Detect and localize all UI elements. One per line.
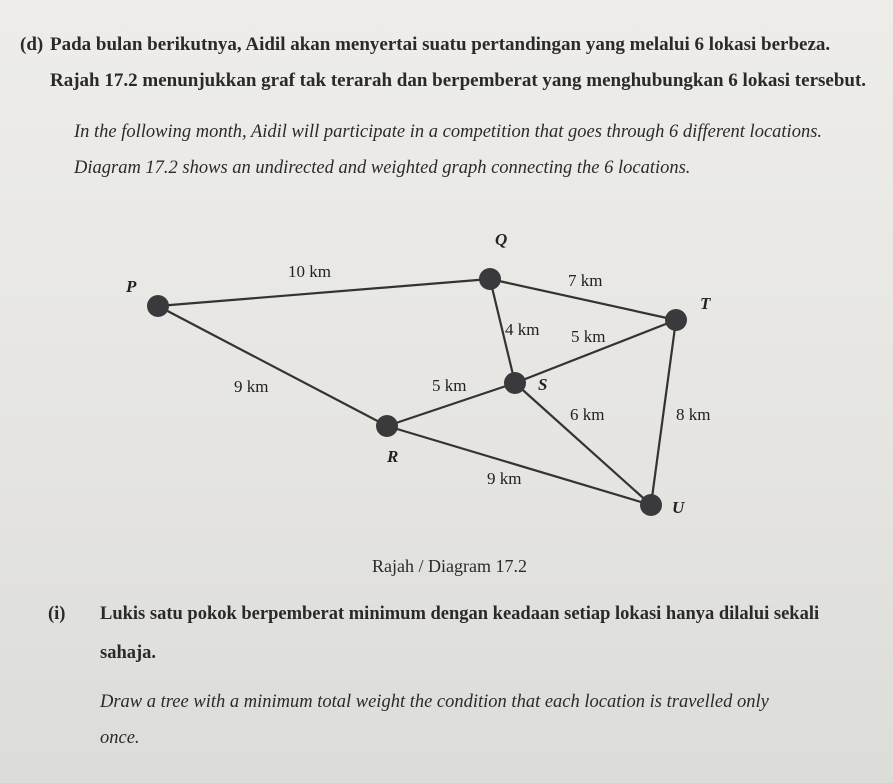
weight-label-R-U: 9 km: [487, 469, 522, 488]
diagram-caption: Rajah / Diagram 17.2: [372, 556, 527, 576]
vertex-label-Q: Q: [495, 230, 508, 249]
edge-P-R: [158, 306, 387, 426]
weight-label-P-R: 9 km: [234, 377, 269, 396]
edge-P-Q: [158, 279, 490, 306]
weight-label-R-S: 5 km: [432, 376, 467, 395]
question-ms-line-1: Lukis satu pokok berpemberat minimum dengan keadaan setiap lokasi hanya dilalui sekali: [100, 604, 820, 624]
vertex-S: [504, 372, 526, 394]
vertex-R: [376, 415, 398, 437]
weight-label-Q-T: 7 km: [568, 271, 603, 290]
vertex-label-U: U: [672, 498, 685, 517]
vertex-label-T: T: [700, 294, 711, 313]
vertex-label-P: P: [126, 277, 137, 296]
weight-label-Q-S: 4 km: [505, 320, 540, 339]
question-en-line-1: Draw a tree with a minimum total weight the condition that each location is travelled only: [100, 692, 769, 712]
intro-ms-line-2: Rajah 17.2 menunjukkan graf tak terarah dan berpemberat yang menghubungkan 6 lokasi tersebut.: [50, 70, 867, 91]
vertex-label-S: S: [538, 375, 548, 394]
weight-label-P-Q: 10 km: [288, 262, 331, 281]
edge-R-U: [387, 426, 651, 505]
question-ms-line-2: sahaja.: [100, 643, 157, 663]
edge-S-U: [515, 383, 651, 505]
intro-en-line-2: Diagram 17.2 shows an undirected and weighted graph connecting the 6 locations.: [74, 158, 691, 178]
part-label: (d): [20, 34, 44, 55]
weight-label-S-T: 5 km: [571, 327, 606, 346]
weight-label-T-U: 8 km: [676, 405, 711, 424]
vertex-Q: [479, 268, 501, 290]
edge-T-U: [651, 320, 676, 505]
weight-label-S-U: 6 km: [570, 405, 605, 424]
vertex-label-R: R: [387, 447, 399, 466]
question-label: (i): [48, 604, 66, 624]
vertex-U: [640, 494, 662, 516]
vertex-P: [147, 295, 169, 317]
intro-ms-line-1: Pada bulan berikutnya, Aidil akan menyertai suatu pertandingan yang melalui 6 lokasi berbeza.: [50, 34, 831, 55]
vertex-T: [665, 309, 687, 331]
intro-en-line-1: In the following month, Aidil will participate in a competition that goes through 6 different locations.: [74, 122, 823, 142]
question-en-line-2: once.: [100, 728, 140, 748]
